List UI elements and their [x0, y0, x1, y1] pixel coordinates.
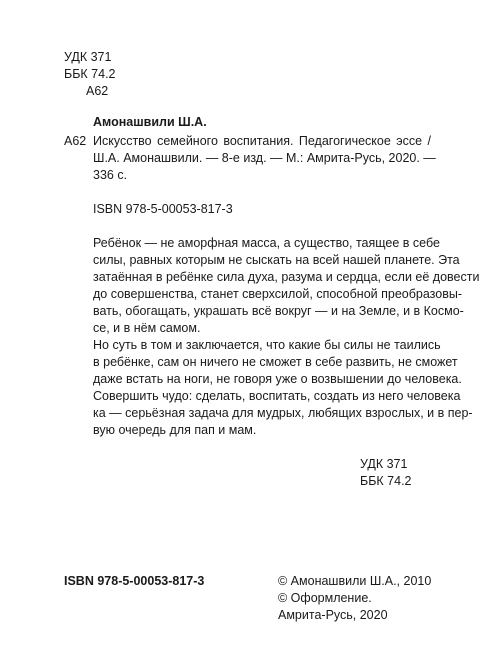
- annotation-line: затаённая в ребёнке сила духа, разума и сердца, если её довести: [93, 270, 480, 284]
- footer-isbn: ISBN 978-5-00053-817-3: [64, 574, 205, 588]
- copyright-design: © Оформление.: [278, 591, 372, 605]
- annotation-line: до совершенства, станет сверхсилой, способной преобразовы-: [93, 287, 462, 301]
- annotation-paragraph-1: [93, 235, 480, 337]
- bib-isbn: ISBN 978-5-00053-817-3: [93, 202, 233, 216]
- bib-author: Амонашвили Ш.А.: [93, 115, 207, 129]
- udk-code: УДК 371: [64, 50, 112, 64]
- bib-mark: А62: [64, 134, 87, 148]
- annotation-line: Но суть в том и заключается, что какие бы силы не таились: [93, 338, 441, 352]
- bib-line-1: Искусство семейного воспитания. Педагогическое эссе /: [93, 134, 431, 148]
- footer-udk-code: УДК 371: [360, 457, 408, 471]
- annotation-line: се, и в нём самом.: [93, 321, 201, 335]
- annotation-line: силы, равных которым не сыскать на всей нашей планете. Эта: [93, 253, 460, 267]
- annotation-line: в ребёнке, сам он ничего не сможет в себе развить, не сможет: [93, 355, 458, 369]
- annotation-paragraph-2: [93, 337, 473, 439]
- annotation-line: Совершить чудо: сделать, воспитать, создать из него человека: [93, 389, 461, 403]
- annotation-line: ка — серьёзная задача для мудрых, любящих взрослых, и в пер-: [93, 406, 473, 420]
- copyright-publisher: Амрита-Русь, 2020: [278, 608, 388, 622]
- bib-line-2: Ш.А. Амонашвили. — 8-е изд. — М.: Амрита-Русь, 2020. —: [93, 151, 436, 165]
- copyright-author: © Амонашвили Ш.А., 2010: [278, 574, 432, 588]
- annotation-line: вать, обогащать, украшать всё вокруг — и на Земле, и в Космо-: [93, 304, 464, 318]
- bbk-code: ББК 74.2: [64, 67, 116, 81]
- bib-description: [93, 133, 436, 184]
- annotation-line: даже встать на ноги, не говоря уже о возвышении до человека.: [93, 372, 462, 386]
- author-mark: А62: [86, 84, 109, 98]
- annotation-line: Ребёнок — не аморфная масса, а существо, таящее в себе: [93, 236, 440, 250]
- footer-bbk-code: ББК 74.2: [360, 474, 412, 488]
- annotation-line: вую очередь для пап и мам.: [93, 423, 257, 437]
- bib-line-3: 336 с.: [93, 168, 128, 182]
